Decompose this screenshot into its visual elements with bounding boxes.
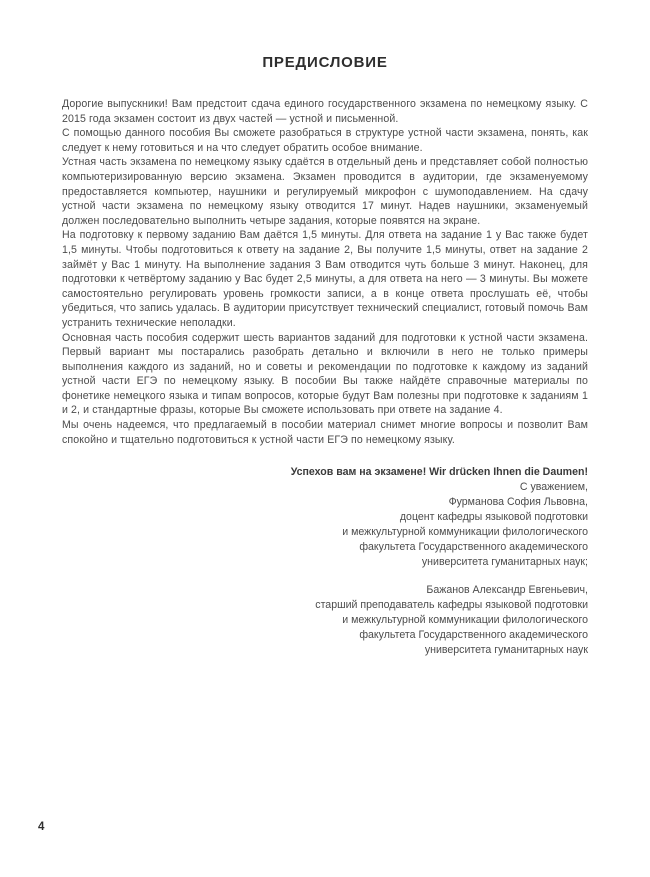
page-number: 4 xyxy=(38,821,45,833)
paragraph-4: На подготовку к первому заданию Вам даётся 1,5 минуты. Для ответа на задание 1 у Вас также будет 1,5 минуты. Чтобы подготовиться к ответу на задание 2, Вы получите 1,5 минуты, ответ на задание 2 займёт у Вас 1 минуту. На выполнение задания 3 Вам отводится чуть больше 3 минут. Наконец, для подготовки к четвёртому заданию у Вас будет 2,5 минуты, а для ответа на него — 3 минуты. Вы можете самостоятельно регулировать уровень громкости записи, а в конце ответа прослушать её, чтобы убедиться, что запись удалась. В аудитории присутствует технический специалист, готовый помочь Вам устранить технические неполадки. xyxy=(62,229,588,329)
author-block-2 xyxy=(62,583,588,658)
paragraph-6: Мы очень надеемся, что предлагаемый в пособии материал снимет многие вопросы и позволит Вам спокойно и тщательно подготовиться к устной части ЕГЭ по немецкому языку. xyxy=(62,419,588,446)
exam-wish: Успехов вам на экзамене! Wir drücken Ihnen die Daumen! xyxy=(290,466,588,479)
author-2-line: и межкультурной коммуникации филологического xyxy=(342,614,588,627)
paragraph-3: Устная часть экзамена по немецкому языку сдаётся в отдельный день и представляет собой полностью компьютеризированную версию экзамена. Экзамен проводится в аудитории, где экзаменуемому предоставляется компьютер, наушники и регулируемый микрофон с шумоподавлением. На сдачу устной части экзамена по немецкому языку отводится 17 минут. Надев наушники, экзаменуемый должен последовательно выполнить четыре задания, которые появятся на экране. xyxy=(62,156,588,227)
regards-line: С уважением, xyxy=(519,481,588,494)
author-2-name: Бажанов Александр Евгеньевич, xyxy=(426,584,588,597)
author-block-1 xyxy=(62,495,588,570)
closing-block xyxy=(62,465,588,658)
author-1-line: доцент кафедры языковой подготовки xyxy=(399,511,588,524)
author-1-line: и межкультурной коммуникации филологического xyxy=(342,526,588,539)
page-title: ПРЕДИСЛОВИЕ xyxy=(262,54,388,71)
author-2-line: университета гуманитарных наук xyxy=(424,644,588,657)
author-1-line: университета гуманитарных наук; xyxy=(421,556,588,569)
author-1-name: Фурманова София Львовна, xyxy=(448,496,588,509)
paragraph-5: Основная часть пособия содержит шесть вариантов заданий для подготовки к устной части экзамена. Первый вариант мы постарались разобрать детально и включили в него не только примеры выполнения каждого из заданий, но и советы и рекомендации по подготовке к каждому из заданий устной части ЕГЭ по немецкому языку. В пособии Вы также найдёте справочные материалы по фонетике немецкого языка и типам вопросов, которые будут Вам полезны при подготовке к заданиям 1 и 2, и стандартные фразы, которые Вы сможете использовать при ответе на задание 4. xyxy=(62,331,588,417)
preface-body xyxy=(62,97,588,447)
paragraph-2: С помощью данного пособия Вы сможете разобраться в структуре устной части экзамена, понять, как следует к нему готовиться и на что следует обратить особое внимание. xyxy=(62,127,588,154)
author-2-line: старший преподаватель кафедры языковой подготовки xyxy=(315,599,588,612)
author-1-line: факультета Государственного академического xyxy=(359,541,588,554)
author-2-line: факультета Государственного академического xyxy=(359,629,588,642)
paragraph-1: Дорогие выпускники! Вам предстоит сдача единого государственного экзамена по немецкому языку. С 2015 года экзамен состоит из двух частей — устной и письменной. xyxy=(62,98,588,125)
